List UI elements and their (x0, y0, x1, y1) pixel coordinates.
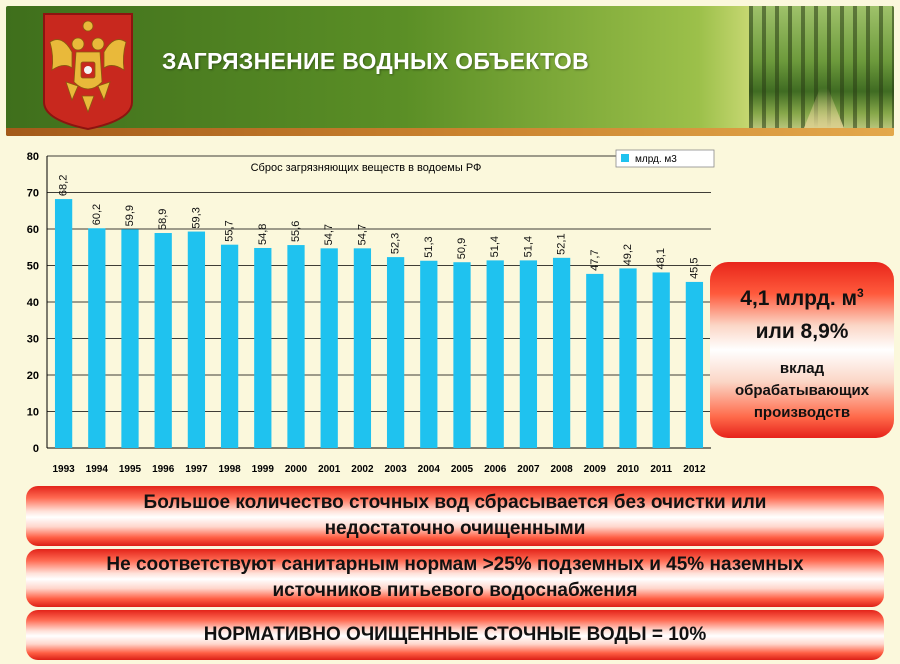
bar-value-label: 52,1 (555, 233, 568, 255)
bar (287, 245, 304, 448)
bar-value-label: 54,7 (356, 223, 369, 246)
callout-share: или 8,9% (755, 320, 849, 343)
x-tick-label: 1993 (52, 464, 75, 475)
bar (321, 248, 338, 448)
y-tick-label: 80 (26, 151, 39, 163)
bar (686, 282, 703, 448)
bar (420, 261, 437, 448)
bar (586, 274, 603, 448)
x-tick-label: 2010 (616, 464, 640, 475)
bar (155, 233, 172, 448)
russian-coat-of-arms-icon (42, 12, 134, 130)
x-tick-label: 2004 (417, 464, 440, 475)
sanitary-norms-banner: Не соответствуют санитарным нормам >25% подземных и 45% наземных источников питьевого водоснабжения (26, 549, 884, 607)
y-tick-label: 40 (26, 297, 39, 309)
bar (520, 260, 537, 448)
y-tick-label: 70 (26, 187, 39, 200)
bar-value-label: 60,2 (90, 203, 103, 226)
bar-value-label: 55,7 (223, 220, 236, 242)
bar-value-label: 48,1 (655, 248, 668, 270)
y-tick-label: 0 (32, 443, 39, 455)
bar-value-label: 47,7 (588, 249, 601, 271)
bar-value-label: 68,2 (57, 174, 70, 197)
bar-value-label: 52,3 (389, 232, 402, 255)
page-title: ЗАГРЯЗНЕНИЕ ВОДНЫХ ОБЪЕКТОВ (162, 48, 590, 74)
x-tick-label: 2005 (450, 464, 474, 475)
x-tick-label: 2009 (583, 464, 606, 475)
bar (221, 245, 238, 448)
x-tick-label: 2001 (318, 464, 341, 475)
legend-label: млрд. м3 (635, 154, 677, 165)
callout-amount: 4,1 млрд. $м^3$ (740, 286, 864, 310)
bar (387, 257, 404, 448)
bar (553, 258, 570, 448)
x-tick-label: 2007 (517, 464, 540, 475)
bar (188, 232, 205, 448)
x-tick-label: 2006 (484, 464, 507, 475)
bar (619, 268, 636, 448)
bar-value-label: 45,5 (688, 257, 701, 279)
bar-value-label: 49,2 (622, 243, 634, 266)
x-tick-label: 2002 (351, 464, 374, 475)
x-tick-label: 1998 (218, 464, 241, 475)
bar-chart (4, 140, 716, 480)
bar-value-label: 54,8 (256, 223, 269, 245)
bar (453, 262, 470, 448)
y-tick-label: 60 (26, 224, 39, 236)
x-tick-label: 2003 (384, 464, 407, 475)
x-tick-label: 2000 (284, 464, 308, 475)
bar-value-label: 51,4 (489, 235, 502, 258)
bar-value-label: 58,9 (157, 208, 170, 231)
treated-wastewater-banner: НОРМАТИВНО ОЧИЩЕННЫЕ СТОЧНЫЕ ВОДЫ = 10% (26, 610, 884, 660)
bar (121, 229, 138, 448)
contribution-callout (710, 262, 894, 438)
bar (254, 248, 271, 448)
x-tick-label: 2011 (650, 464, 673, 475)
bar-value-label: 55,6 (290, 220, 302, 243)
x-tick-label: 1996 (152, 464, 175, 475)
callout-description: вклад обрабатывающих производств (734, 360, 870, 421)
bar (88, 228, 105, 448)
bar-value-label: 50,9 (456, 237, 468, 260)
y-tick-label: 50 (26, 260, 39, 273)
bar-value-label: 54,7 (323, 223, 336, 246)
y-tick-label: 30 (26, 333, 39, 346)
chart-title: Сброс загрязняющих веществ в водоемы РФ (250, 162, 482, 174)
header-divider (6, 128, 894, 136)
untreated-wastewater-banner: Большое количество сточных вод сбрасывается без очистки или недостаточно очищенными (26, 486, 884, 546)
bar (55, 199, 72, 448)
bar (487, 260, 504, 448)
x-tick-label: 1999 (251, 464, 274, 475)
bar (653, 272, 670, 448)
bar-value-label: 59,9 (124, 204, 136, 227)
legend-swatch (621, 154, 629, 162)
y-tick-label: 10 (26, 406, 39, 419)
x-tick-label: 1994 (85, 464, 108, 475)
x-tick-label: 1995 (118, 464, 142, 475)
x-tick-label: 2012 (683, 464, 706, 475)
x-tick-label: 2008 (550, 464, 573, 475)
x-tick-label: 1997 (185, 464, 208, 475)
bar-value-label: 51,4 (522, 235, 535, 258)
forest-image (749, 6, 894, 128)
y-tick-label: 20 (26, 370, 39, 382)
bar-value-label: 59,3 (190, 207, 203, 229)
bar (354, 248, 371, 448)
bar-value-label: 51,3 (422, 236, 435, 258)
